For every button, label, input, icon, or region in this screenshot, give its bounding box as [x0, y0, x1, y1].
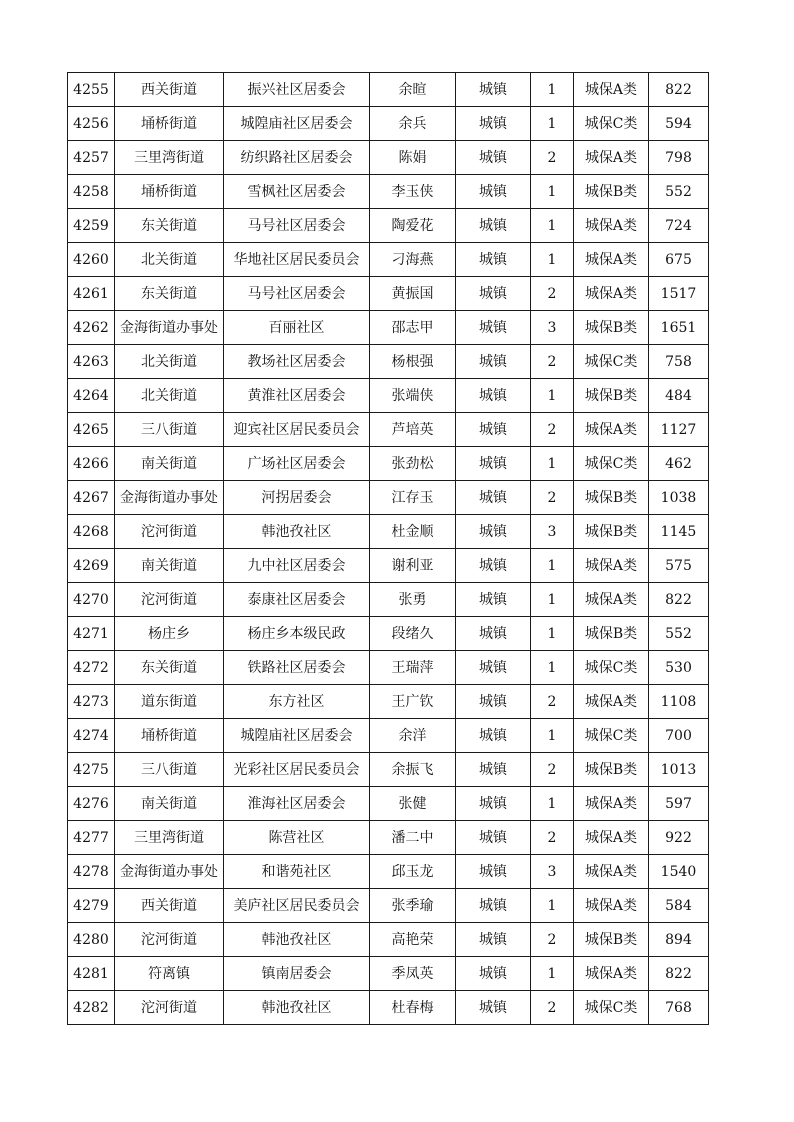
record-id-cell: 4259 [68, 209, 115, 243]
person-name-cell: 刁海燕 [370, 243, 456, 277]
person-name-cell: 王瑞萍 [370, 651, 456, 685]
person-name-cell: 张劲松 [370, 447, 456, 481]
street-cell: 埇桥街道 [115, 175, 224, 209]
community-cell: 陈营社区 [224, 821, 370, 855]
people-count-cell: 1 [531, 957, 574, 991]
table-row [68, 175, 709, 209]
people-count-cell: 1 [531, 175, 574, 209]
household-type-cell: 城镇 [456, 821, 531, 855]
street-cell: 埇桥街道 [115, 719, 224, 753]
household-type-cell: 城镇 [456, 583, 531, 617]
category-cell: 城保C类 [574, 991, 649, 1025]
category-cell: 城保A类 [574, 583, 649, 617]
people-count-cell: 1 [531, 549, 574, 583]
street-cell: 三里湾街道 [115, 821, 224, 855]
household-type-cell: 城镇 [456, 277, 531, 311]
person-name-cell: 张勇 [370, 583, 456, 617]
household-type-cell: 城镇 [456, 923, 531, 957]
record-id-cell: 4273 [68, 685, 115, 719]
people-count-cell: 2 [531, 685, 574, 719]
table-row [68, 787, 709, 821]
amount-cell: 822 [649, 73, 709, 107]
household-type-cell: 城镇 [456, 379, 531, 413]
person-name-cell: 季凤英 [370, 957, 456, 991]
people-count-cell: 1 [531, 719, 574, 753]
person-name-cell: 潘二中 [370, 821, 456, 855]
amount-cell: 530 [649, 651, 709, 685]
street-cell: 杨庄乡 [115, 617, 224, 651]
record-id-cell: 4264 [68, 379, 115, 413]
table-row [68, 549, 709, 583]
people-count-cell: 1 [531, 617, 574, 651]
community-cell: 铁路社区居委会 [224, 651, 370, 685]
community-cell: 马号社区居委会 [224, 209, 370, 243]
category-cell: 城保A类 [574, 889, 649, 923]
community-cell: 和谐苑社区 [224, 855, 370, 889]
amount-cell: 594 [649, 107, 709, 141]
record-id-cell: 4258 [68, 175, 115, 209]
record-id-cell: 4274 [68, 719, 115, 753]
category-cell: 城保A类 [574, 855, 649, 889]
people-count-cell: 2 [531, 821, 574, 855]
household-type-cell: 城镇 [456, 515, 531, 549]
amount-cell: 700 [649, 719, 709, 753]
amount-cell: 575 [649, 549, 709, 583]
community-cell: 华地社区居民委员会 [224, 243, 370, 277]
community-cell: 城隍庙社区居委会 [224, 719, 370, 753]
amount-cell: 675 [649, 243, 709, 277]
table-row [68, 855, 709, 889]
record-id-cell: 4281 [68, 957, 115, 991]
street-cell: 东关街道 [115, 209, 224, 243]
record-id-cell: 4277 [68, 821, 115, 855]
table-row [68, 957, 709, 991]
people-count-cell: 3 [531, 515, 574, 549]
street-cell: 三八街道 [115, 753, 224, 787]
people-count-cell: 3 [531, 855, 574, 889]
people-count-cell: 2 [531, 753, 574, 787]
category-cell: 城保C类 [574, 345, 649, 379]
people-count-cell: 2 [531, 991, 574, 1025]
person-name-cell: 邱玉龙 [370, 855, 456, 889]
person-name-cell: 余暄 [370, 73, 456, 107]
household-type-cell: 城镇 [456, 685, 531, 719]
table-row [68, 889, 709, 923]
community-cell: 河拐居委会 [224, 481, 370, 515]
category-cell: 城保A类 [574, 685, 649, 719]
person-name-cell: 杨根强 [370, 345, 456, 379]
community-cell: 迎宾社区居民委员会 [224, 413, 370, 447]
amount-cell: 724 [649, 209, 709, 243]
people-count-cell: 1 [531, 889, 574, 923]
street-cell: 沱河街道 [115, 991, 224, 1025]
table-row [68, 413, 709, 447]
record-id-cell: 4275 [68, 753, 115, 787]
category-cell: 城保C类 [574, 107, 649, 141]
people-count-cell: 1 [531, 583, 574, 617]
table-body [68, 73, 709, 1025]
amount-cell: 597 [649, 787, 709, 821]
person-name-cell: 杜春梅 [370, 991, 456, 1025]
amount-cell: 922 [649, 821, 709, 855]
people-count-cell: 2 [531, 923, 574, 957]
record-id-cell: 4282 [68, 991, 115, 1025]
community-cell: 韩池孜社区 [224, 923, 370, 957]
category-cell: 城保B类 [574, 617, 649, 651]
table-row [68, 617, 709, 651]
community-cell: 马号社区居委会 [224, 277, 370, 311]
community-cell: 黄淮社区居委会 [224, 379, 370, 413]
category-cell: 城保B类 [574, 175, 649, 209]
amount-cell: 768 [649, 991, 709, 1025]
category-cell: 城保A类 [574, 73, 649, 107]
record-id-cell: 4261 [68, 277, 115, 311]
person-name-cell: 谢利亚 [370, 549, 456, 583]
household-type-cell: 城镇 [456, 447, 531, 481]
people-count-cell: 2 [531, 345, 574, 379]
amount-cell: 552 [649, 175, 709, 209]
record-id-cell: 4263 [68, 345, 115, 379]
amount-cell: 1013 [649, 753, 709, 787]
person-name-cell: 王广钦 [370, 685, 456, 719]
person-name-cell: 高艳荣 [370, 923, 456, 957]
record-id-cell: 4271 [68, 617, 115, 651]
category-cell: 城保A类 [574, 209, 649, 243]
amount-cell: 894 [649, 923, 709, 957]
street-cell: 三八街道 [115, 413, 224, 447]
street-cell: 北关街道 [115, 379, 224, 413]
table-row [68, 243, 709, 277]
record-id-cell: 4278 [68, 855, 115, 889]
table-row [68, 345, 709, 379]
person-name-cell: 张季瑜 [370, 889, 456, 923]
household-type-cell: 城镇 [456, 549, 531, 583]
person-name-cell: 余洋 [370, 719, 456, 753]
amount-cell: 1127 [649, 413, 709, 447]
amount-cell: 1038 [649, 481, 709, 515]
person-name-cell: 余振飞 [370, 753, 456, 787]
people-count-cell: 1 [531, 243, 574, 277]
person-name-cell: 李玉侠 [370, 175, 456, 209]
people-count-cell: 1 [531, 651, 574, 685]
record-id-cell: 4265 [68, 413, 115, 447]
household-type-cell: 城镇 [456, 889, 531, 923]
community-cell: 雪枫社区居委会 [224, 175, 370, 209]
person-name-cell: 陈娟 [370, 141, 456, 175]
category-cell: 城保B类 [574, 481, 649, 515]
amount-cell: 798 [649, 141, 709, 175]
people-count-cell: 2 [531, 481, 574, 515]
street-cell: 沱河街道 [115, 923, 224, 957]
category-cell: 城保C类 [574, 719, 649, 753]
category-cell: 城保A类 [574, 413, 649, 447]
record-id-cell: 4262 [68, 311, 115, 345]
people-count-cell: 2 [531, 413, 574, 447]
amount-cell: 584 [649, 889, 709, 923]
table-row [68, 209, 709, 243]
household-type-cell: 城镇 [456, 209, 531, 243]
community-cell: 光彩社区居民委员会 [224, 753, 370, 787]
category-cell: 城保B类 [574, 923, 649, 957]
community-cell: 美庐社区居民委员会 [224, 889, 370, 923]
table-row [68, 277, 709, 311]
street-cell: 南关街道 [115, 549, 224, 583]
category-cell: 城保C类 [574, 651, 649, 685]
table-row [68, 311, 709, 345]
category-cell: 城保A类 [574, 141, 649, 175]
street-cell: 西关街道 [115, 73, 224, 107]
record-id-cell: 4268 [68, 515, 115, 549]
table-row [68, 515, 709, 549]
amount-cell: 822 [649, 583, 709, 617]
street-cell: 道东街道 [115, 685, 224, 719]
category-cell: 城保B类 [574, 379, 649, 413]
household-type-cell: 城镇 [456, 107, 531, 141]
household-type-cell: 城镇 [456, 651, 531, 685]
street-cell: 符离镇 [115, 957, 224, 991]
amount-cell: 822 [649, 957, 709, 991]
category-cell: 城保B类 [574, 515, 649, 549]
household-type-cell: 城镇 [456, 957, 531, 991]
street-cell: 东关街道 [115, 651, 224, 685]
record-id-cell: 4280 [68, 923, 115, 957]
street-cell: 西关街道 [115, 889, 224, 923]
household-type-cell: 城镇 [456, 345, 531, 379]
community-cell: 杨庄乡本级民政 [224, 617, 370, 651]
table-row [68, 991, 709, 1025]
record-id-cell: 4272 [68, 651, 115, 685]
household-type-cell: 城镇 [456, 855, 531, 889]
record-id-cell: 4260 [68, 243, 115, 277]
amount-cell: 484 [649, 379, 709, 413]
people-count-cell: 2 [531, 277, 574, 311]
household-type-cell: 城镇 [456, 311, 531, 345]
community-cell: 广场社区居委会 [224, 447, 370, 481]
record-id-cell: 4257 [68, 141, 115, 175]
community-cell: 百丽社区 [224, 311, 370, 345]
table-row [68, 685, 709, 719]
community-cell: 九中社区居委会 [224, 549, 370, 583]
community-cell: 韩池孜社区 [224, 991, 370, 1025]
household-type-cell: 城镇 [456, 413, 531, 447]
street-cell: 沱河街道 [115, 583, 224, 617]
category-cell: 城保A类 [574, 957, 649, 991]
amount-cell: 1540 [649, 855, 709, 889]
people-count-cell: 2 [531, 141, 574, 175]
table-row [68, 923, 709, 957]
community-cell: 振兴社区居委会 [224, 73, 370, 107]
record-id-cell: 4270 [68, 583, 115, 617]
person-name-cell: 邵志甲 [370, 311, 456, 345]
record-id-cell: 4266 [68, 447, 115, 481]
community-cell: 纺织路社区居委会 [224, 141, 370, 175]
street-cell: 南关街道 [115, 787, 224, 821]
community-cell: 镇南居委会 [224, 957, 370, 991]
household-type-cell: 城镇 [456, 243, 531, 277]
record-id-cell: 4269 [68, 549, 115, 583]
category-cell: 城保B类 [574, 311, 649, 345]
category-cell: 城保C类 [574, 447, 649, 481]
person-name-cell: 杜金顺 [370, 515, 456, 549]
record-id-cell: 4267 [68, 481, 115, 515]
category-cell: 城保B类 [574, 753, 649, 787]
amount-cell: 462 [649, 447, 709, 481]
community-cell: 城隍庙社区居委会 [224, 107, 370, 141]
people-count-cell: 1 [531, 379, 574, 413]
table-row [68, 651, 709, 685]
people-count-cell: 1 [531, 787, 574, 821]
table-row [68, 73, 709, 107]
category-cell: 城保A类 [574, 277, 649, 311]
table-row [68, 719, 709, 753]
person-name-cell: 黄振国 [370, 277, 456, 311]
household-type-cell: 城镇 [456, 617, 531, 651]
street-cell: 北关街道 [115, 345, 224, 379]
people-count-cell: 1 [531, 107, 574, 141]
person-name-cell: 段绪久 [370, 617, 456, 651]
category-cell: 城保A类 [574, 549, 649, 583]
street-cell: 沱河街道 [115, 515, 224, 549]
amount-cell: 1651 [649, 311, 709, 345]
street-cell: 南关街道 [115, 447, 224, 481]
street-cell: 埇桥街道 [115, 107, 224, 141]
street-cell: 东关街道 [115, 277, 224, 311]
table-row [68, 583, 709, 617]
table-row [68, 379, 709, 413]
household-type-cell: 城镇 [456, 481, 531, 515]
person-name-cell: 芦培英 [370, 413, 456, 447]
category-cell: 城保A类 [574, 787, 649, 821]
amount-cell: 1517 [649, 277, 709, 311]
street-cell: 金海街道办事处 [115, 311, 224, 345]
record-id-cell: 4279 [68, 889, 115, 923]
community-cell: 淮海社区居委会 [224, 787, 370, 821]
table-row [68, 447, 709, 481]
person-name-cell: 陶爱花 [370, 209, 456, 243]
household-type-cell: 城镇 [456, 141, 531, 175]
table-row [68, 481, 709, 515]
person-name-cell: 张端侠 [370, 379, 456, 413]
amount-cell: 1108 [649, 685, 709, 719]
household-type-cell: 城镇 [456, 787, 531, 821]
amount-cell: 758 [649, 345, 709, 379]
household-type-cell: 城镇 [456, 991, 531, 1025]
category-cell: 城保A类 [574, 243, 649, 277]
community-cell: 东方社区 [224, 685, 370, 719]
amount-cell: 1145 [649, 515, 709, 549]
community-cell: 教场社区居委会 [224, 345, 370, 379]
people-count-cell: 3 [531, 311, 574, 345]
beneficiary-table [67, 72, 709, 1025]
household-type-cell: 城镇 [456, 175, 531, 209]
household-type-cell: 城镇 [456, 753, 531, 787]
household-type-cell: 城镇 [456, 73, 531, 107]
street-cell: 金海街道办事处 [115, 481, 224, 515]
street-cell: 三里湾街道 [115, 141, 224, 175]
table-row [68, 753, 709, 787]
table-row [68, 107, 709, 141]
record-id-cell: 4255 [68, 73, 115, 107]
street-cell: 金海街道办事处 [115, 855, 224, 889]
household-type-cell: 城镇 [456, 719, 531, 753]
record-id-cell: 4276 [68, 787, 115, 821]
people-count-cell: 1 [531, 73, 574, 107]
amount-cell: 552 [649, 617, 709, 651]
person-name-cell: 余兵 [370, 107, 456, 141]
record-id-cell: 4256 [68, 107, 115, 141]
person-name-cell: 江存玉 [370, 481, 456, 515]
category-cell: 城保A类 [574, 821, 649, 855]
community-cell: 韩池孜社区 [224, 515, 370, 549]
person-name-cell: 张健 [370, 787, 456, 821]
people-count-cell: 1 [531, 447, 574, 481]
community-cell: 泰康社区居委会 [224, 583, 370, 617]
people-count-cell: 1 [531, 209, 574, 243]
table-row [68, 821, 709, 855]
table-row [68, 141, 709, 175]
street-cell: 北关街道 [115, 243, 224, 277]
